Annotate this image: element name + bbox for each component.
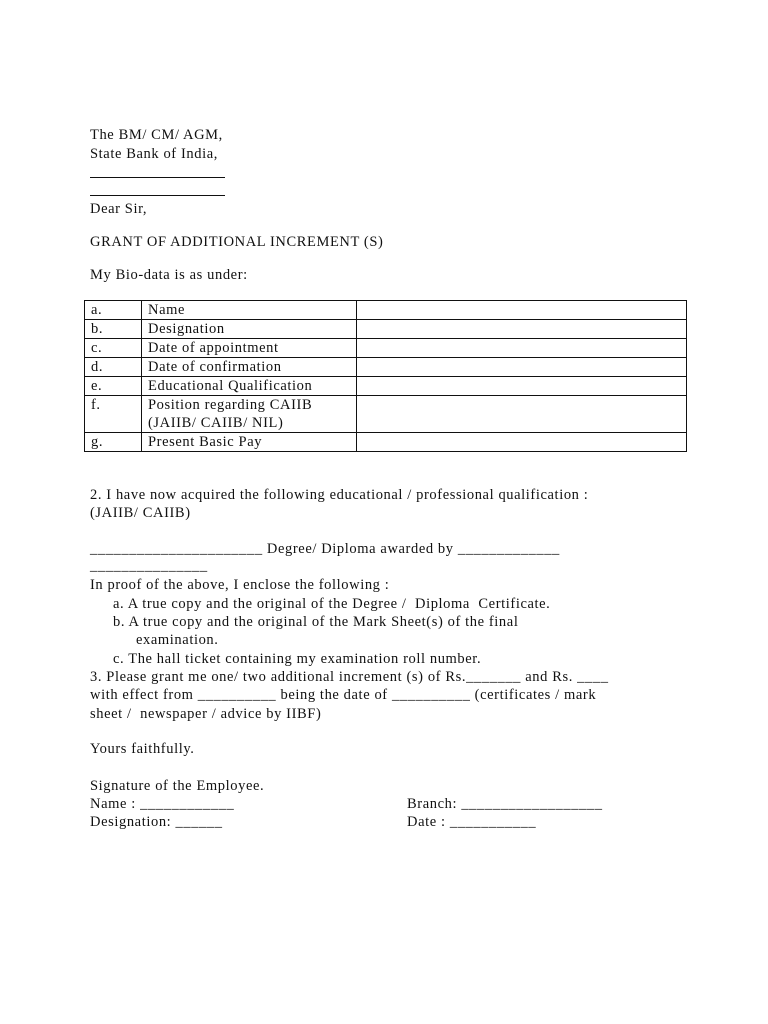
biodata-value bbox=[357, 358, 687, 377]
date-field: Date : ___________ bbox=[407, 814, 537, 830]
biodata-label: Educational Qualification bbox=[142, 377, 357, 396]
biodata-label: Present Basic Pay bbox=[142, 433, 357, 452]
biodata-row bbox=[85, 377, 687, 396]
salutation: Dear Sir, bbox=[90, 201, 148, 217]
enclosure-b-continued: examination. bbox=[136, 632, 219, 648]
para2-line-1: 2. I have now acquired the following educational / professional qualification : bbox=[90, 487, 589, 503]
biodata-key: e. bbox=[85, 377, 142, 396]
biodata-row bbox=[85, 358, 687, 377]
proof-intro: In proof of the above, I enclose the following : bbox=[90, 577, 390, 593]
biodata-value bbox=[357, 339, 687, 358]
degree-line-2: _______________ bbox=[90, 558, 208, 574]
enclosure-c bbox=[113, 650, 481, 668]
biodata-row bbox=[85, 339, 687, 358]
biodata-label: Designation bbox=[142, 320, 357, 339]
subject-heading: GRANT OF ADDITIONAL INCREMENT (S) bbox=[90, 234, 384, 250]
biodata-label: Position regarding CAIIB (JAIIB/ CAIIB/ NIL) bbox=[142, 396, 357, 433]
biodata-value bbox=[357, 377, 687, 396]
biodata-key: a. bbox=[85, 301, 142, 320]
biodata-row bbox=[85, 301, 687, 320]
biodata-value bbox=[357, 433, 687, 452]
biodata-key: d. bbox=[85, 358, 142, 377]
biodata-value bbox=[357, 396, 687, 433]
branch-field: Branch: __________________ bbox=[407, 796, 603, 812]
para2-line-2: (JAIIB/ CAIIB) bbox=[90, 505, 191, 521]
biodata-value bbox=[357, 320, 687, 339]
enclosure-a bbox=[113, 595, 550, 613]
biodata-key: c. bbox=[85, 339, 142, 358]
enclosure-marker: c. bbox=[113, 651, 125, 667]
name-field: Name : ____________ bbox=[90, 796, 235, 812]
para3-line-2: with effect from __________ being the date of __________ (certificates / mark bbox=[90, 687, 597, 703]
biodata-key: g. bbox=[85, 433, 142, 452]
biodata-row bbox=[85, 433, 687, 452]
enclosure-text: A true copy and the original of the Mark Sheet(s) of the final bbox=[128, 614, 519, 630]
enclosure-b bbox=[113, 613, 518, 631]
enclosure-text: A true copy and the original of the Degree / Diploma Certificate. bbox=[127, 596, 551, 612]
address-line-1: The BM/ CM/ AGM, bbox=[90, 127, 223, 143]
degree-line-1: ______________________ Degree/ Diploma awarded by _____________ bbox=[90, 541, 560, 557]
biodata-intro: My Bio-data is as under: bbox=[90, 267, 248, 283]
biodata-key: b. bbox=[85, 320, 142, 339]
para3-line-3: sheet / newspaper / advice by IIBF) bbox=[90, 706, 322, 722]
biodata-label: Name bbox=[142, 301, 357, 320]
enclosure-text: The hall ticket containing my examination roll number. bbox=[128, 651, 482, 667]
designation-field: Designation: ______ bbox=[90, 814, 223, 830]
biodata-row bbox=[85, 396, 687, 433]
address-line-2: State Bank of India, bbox=[90, 146, 218, 162]
biodata-row bbox=[85, 320, 687, 339]
para3-line-1: 3. Please grant me one/ two additional increment (s) of Rs._______ and Rs. ____ bbox=[90, 669, 609, 685]
closing: Yours faithfully. bbox=[90, 741, 195, 757]
address-blank-1 bbox=[90, 177, 225, 178]
address-blank-2 bbox=[90, 195, 225, 196]
enclosure-marker: b. bbox=[113, 614, 126, 630]
biodata-value bbox=[357, 301, 687, 320]
biodata-label: Date of confirmation bbox=[142, 358, 357, 377]
biodata-table bbox=[84, 300, 687, 452]
biodata-label: Date of appointment bbox=[142, 339, 357, 358]
enclosure-marker: a. bbox=[113, 596, 125, 612]
biodata-key: f. bbox=[85, 396, 142, 433]
signature-label: Signature of the Employee. bbox=[90, 778, 265, 794]
